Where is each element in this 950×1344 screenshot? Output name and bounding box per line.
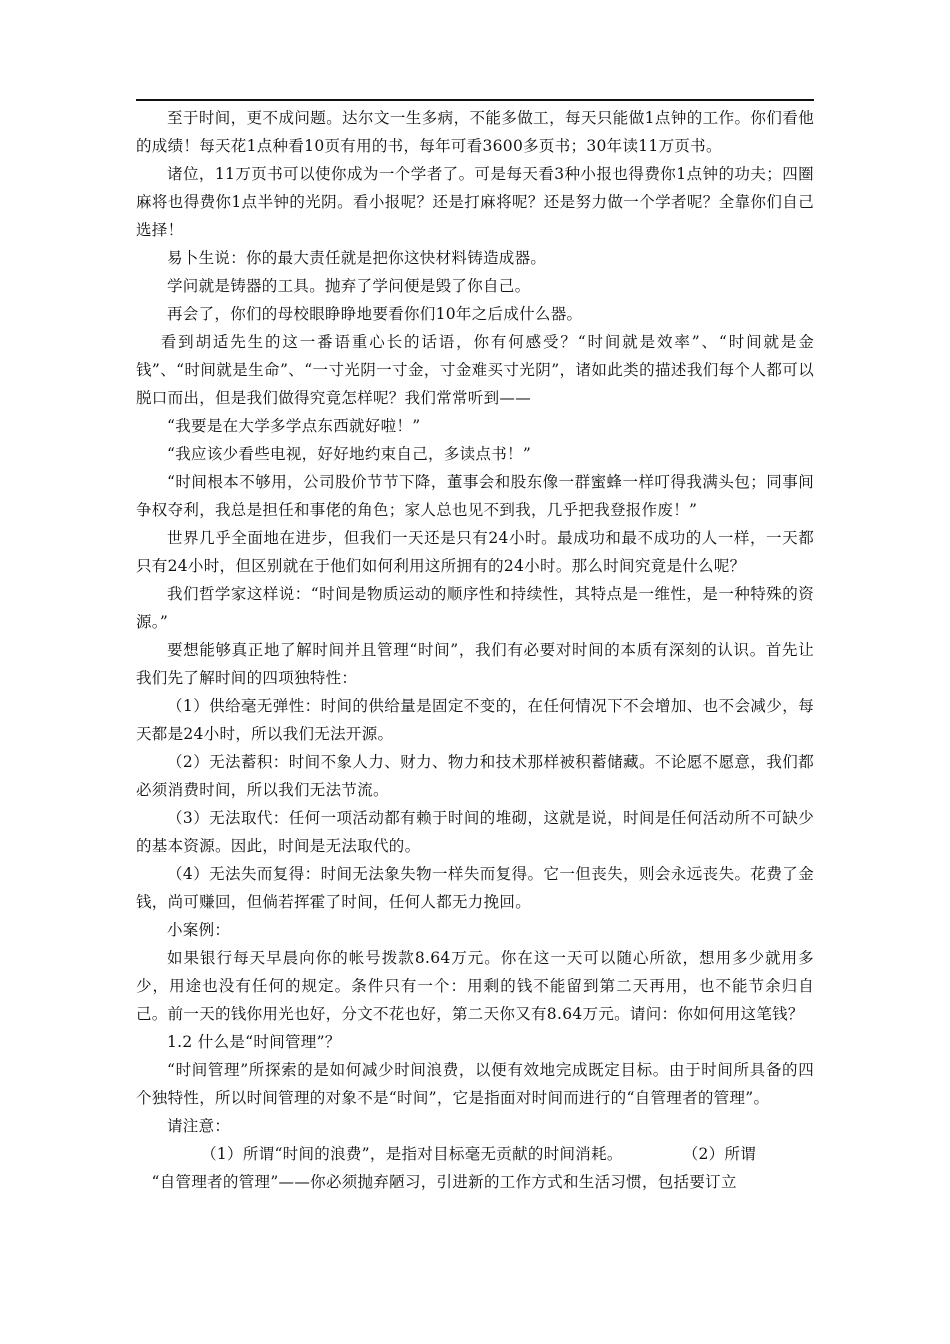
note-heading: 请注意： [167, 1117, 231, 1135]
case-heading: 小案例： [167, 921, 231, 939]
quote-line: “时间根本不够用，公司股价节节下降，董事会和股东像一群蜜蜂一样叮得我满头包；同事间争权夺利，我总是担任和事佬的角色；家人总也见不到我，几乎把我登报作废！” [136, 473, 814, 519]
header-rule [136, 99, 814, 101]
paragraph-fragment: “自管理者的管理”——你必须抛弃陋习，引进新的工作方式和生活习惯，包括要订立 [151, 1173, 737, 1191]
paragraph: 诸位，11万页书可以使你成为一个学者了。可是每天看3种小报也得费你1点钟的功夫；四圈麻将也得费你1点半钟的光阴。看小报呢？还是打麻将呢？还是努力做一个学者呢？全靠你们自己选择！ [136, 165, 814, 239]
document-body [136, 104, 814, 1196]
section-heading: 1.2 什么是“时间管理”？ [167, 1033, 341, 1051]
note-line [136, 1140, 814, 1168]
list-item: （1）供给毫无弹性：时间的供给量是固定不变的，在任何情况下不会增加、也不会减少，每天都是24小时，所以我们无法开源。 [136, 697, 814, 743]
paragraph: “时间管理”所探索的是如何减少时间浪费，以便有效地完成既定目标。由于时间所具备的四个独特性，所以时间管理的对象不是“时间”，它是指面对时间而进行的“自管理者的管理”。 [136, 1061, 814, 1107]
quote-line: “我要是在大学多学点东西就好啦！” [167, 417, 421, 435]
list-item: （2）无法蓄积：时间不象人力、财力、物力和技术那样被积蓄储藏。不论愿不愿意，我们都必须消费时间，所以我们无法节流。 [136, 753, 814, 799]
list-item: （4）无法失而复得：时间无法象失物一样失而复得。它一但丧失，则会永远丧失。花费了金钱，尚可赚回，但倘若挥霍了时间，任何人都无力挽回。 [136, 865, 814, 911]
paragraph: 要想能够真正地了解时间并且管理“时间”，我们有必要对时间的本质有深刻的认识。首先让我们先了解时间的四项独特性： [136, 641, 814, 687]
paragraph: 我们哲学家这样说：“时间是物质运动的顺序性和持续性，其特点是一维性，是一种特殊的资源。” [136, 585, 814, 631]
paragraph: 再会了，你们的母校眼睁睁地要看你们10年之后成什么器。 [167, 305, 583, 323]
paragraph: 易卜生说：你的最大责任就是把你这快材料铸造成器。 [167, 249, 547, 267]
paragraph: 至于时间，更不成问题。达尔文一生多病，不能多做工，每天只能做1点钟的工作。你们看他的成绩！每天花1点种看10页有用的书，每年可看3600多页书；30年读11万页书。 [136, 109, 814, 155]
note-item-2: （2）所谓 [682, 1145, 757, 1163]
paragraph: 学问就是铸器的工具。抛弃了学问便是毁了你自己。 [167, 277, 531, 295]
quote-line: “我应该少看些电视，好好地约束自己，多读点书！” [167, 445, 532, 463]
paragraph: 看到胡适先生的这一番语重心长的话语，你有何感受？“时间就是效率”、“时间就是金钱”、“时间就是生命”、“一寸光阴一寸金，寸金难买寸光阴”，诸如此类的描述我们每个人都可以脱口而出，但是我们做得究竟怎样呢？我们常常听到—— [136, 333, 814, 407]
paragraph: 世界几乎全面地在进步，但我们一天还是只有24小时。最成功和最不成功的人一样，一天都只有24小时，但区别就在于他们如何利用这所拥有的24小时。那么时间究竟是什么呢？ [136, 529, 814, 575]
list-item: （3）无法取代：任何一项活动都有赖于时间的堆砌，这就是说，时间是任何活动所不可缺少的基本资源。因此，时间是无法取代的。 [136, 809, 814, 855]
paragraph: 如果银行每天早晨向你的帐号拨款8.64万元。你在这一天可以随心所欲，想用多少就用多少，用途也没有任何的规定。条件只有一个：用剩的钱不能留到第二天再用，也不能节余归自己。前一天的钱你用光也好，分文不花也好，第二天你又有8.64万元。请问：你如何用这笔钱？ [136, 949, 814, 1023]
note-item-1: （1）所谓“时间的浪费”，是指对目标毫无贡献的时间消耗。 [201, 1145, 623, 1163]
